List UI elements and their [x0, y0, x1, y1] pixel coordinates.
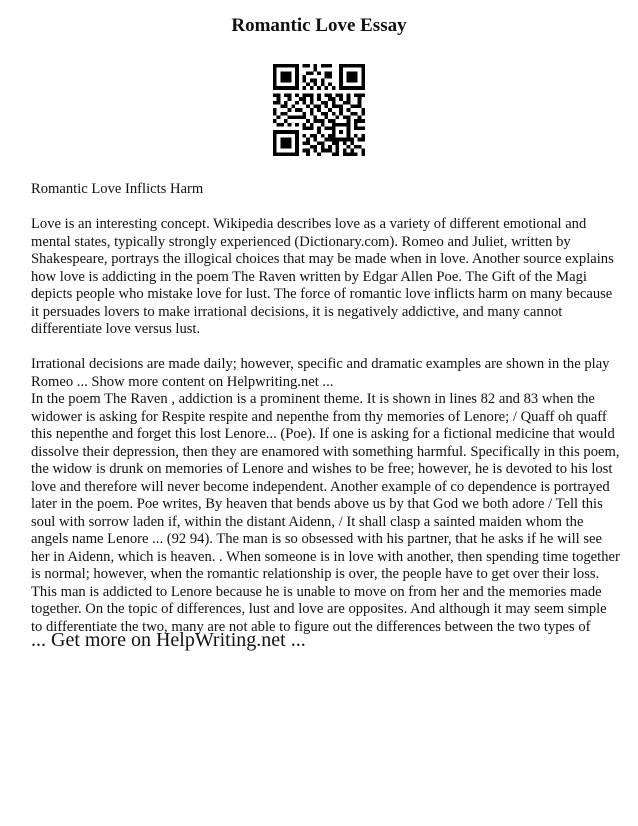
essay-body	[31, 181, 621, 636]
page-title: Romantic Love Essay	[231, 15, 407, 36]
essay-paragraph-intro: Love is an interesting concept. Wikipedia describes love as a variety of different emotional and mental states, typically strongly experienced (Dictionary.com). Romeo and Juliet, written by Shakespeare, portrays the illogical choices that may be made when in love. Another source explains how love is addicting in the poem The Raven written by Edgar Allen Poe. The Gift of the Magi depicts people who mistake love for lust. The force of romantic love inflicts harm on many because it persuades lovers to make irrational decisions, it is negatively addictive, and many cannot differentiate love versus lust.	[31, 216, 614, 337]
paragraph-spacer	[31, 199, 621, 217]
essay-subtitle: Romantic Love Inflicts Harm	[31, 181, 204, 197]
essay-paragraph-body: In the poem The Raven , addiction is a prominent theme. It is shown in lines 82 and 83 when the widower is asking for Respite respite and nepenthe from thy memories of Lenore; / Quaff oh quaff this nepenthe and forget this lost Lenore... (Poe). If one is asking for a fictional medicine that would dissolve their depression, then they are enamored with something harmful. Specifically in this poem, the widow is drunk on memories of Lenore and wishes to be free; however, he is devoted to his lost love and therefore will never become independent. Another example of co dependence is portrayed later in the poem. Poe writes, By heaven that bends above us by that God we both adore / Tell this soul with sorrow laden if, within the distant Aidenn, / It shall clasp a sainted maiden whom the angels name Lenore ... (92 94). The man is so obsessed with his partner, that he asks if he will see her in Aidenn, which is heaven. . When someone is in love with another, then spending time together is normal; however, when the romantic relationship is over, the people have to get over their loss. This man is addicted to Lenore because he is unable to move on from her and the memories made together. On the topic of differences, lust and love are opposites. And although it may seem simple to differentiate the two, many are not able to figure out the differences between the two types of	[31, 391, 620, 635]
paragraph-spacer	[31, 339, 621, 357]
get-more-link[interactable]: ... Get more on HelpWriting.net ...	[31, 629, 306, 651]
essay-paragraph-teaser: Irrational decisions are made daily; however, specific and dramatic examples are shown in the play Romeo ... Show more content on Helpwriting.net ...	[31, 356, 610, 390]
qr-code-icon	[273, 64, 365, 156]
qr-code-graphic	[273, 64, 365, 156]
